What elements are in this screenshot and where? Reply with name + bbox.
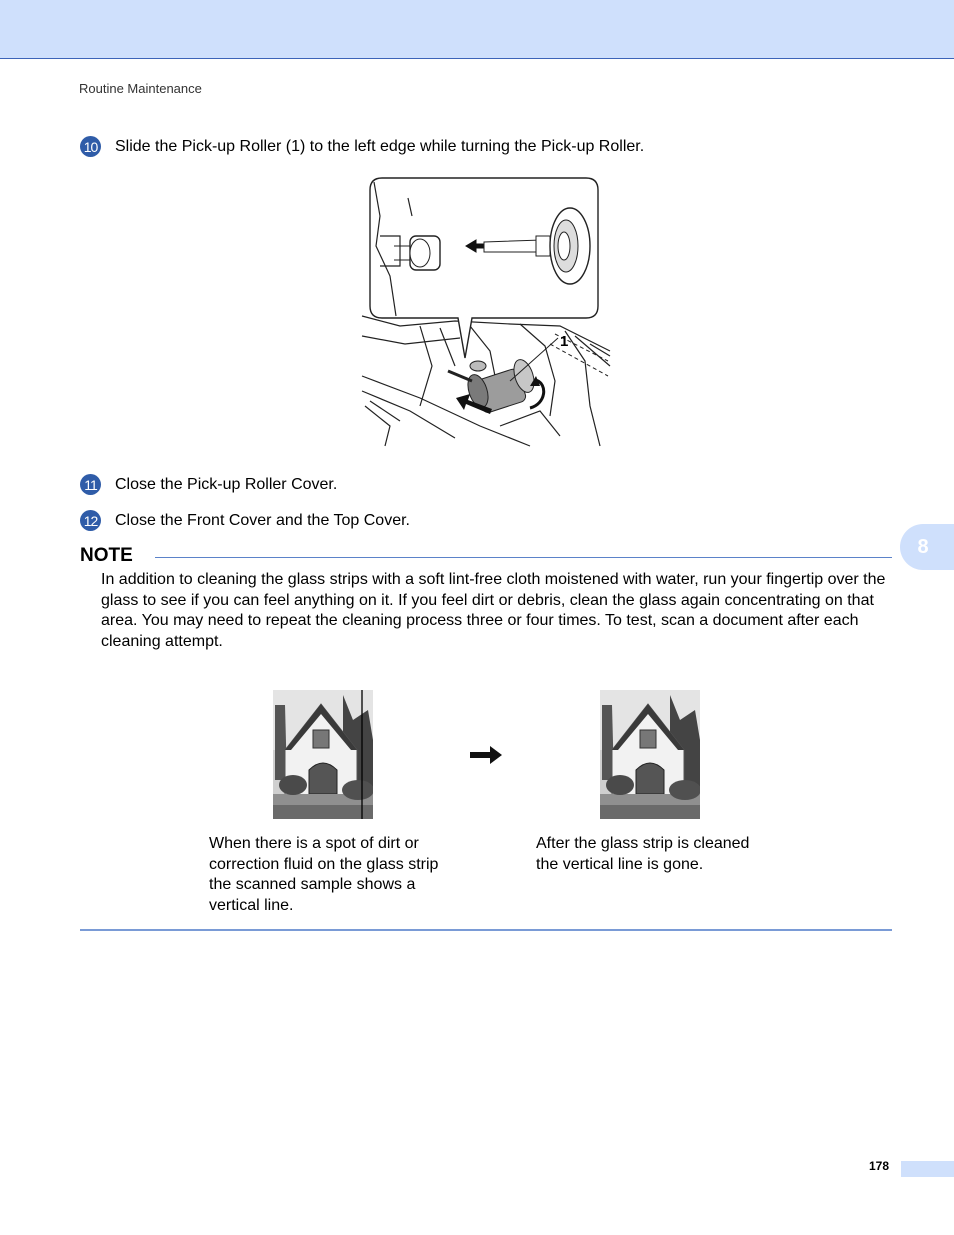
running-head: Routine Maintenance [79, 81, 202, 96]
scan-sample-with-line [273, 690, 373, 819]
step-11 [80, 474, 337, 495]
before-caption: When there is a spot of dirt or correction fluid on the glass strip the scanned sample shows a vertical line. [209, 835, 439, 914]
note-heading: NOTE [80, 545, 133, 566]
step-number-badge: 11 [80, 474, 101, 495]
after-caption: After the glass strip is cleaned the vertical line is gone. [536, 835, 750, 873]
scan-sample-clean [600, 690, 700, 819]
step-text: Close the Pick-up Roller Cover. [115, 475, 338, 493]
step-text: Close the Front Cover and the Top Cover. [115, 511, 410, 529]
step-number-badge: 10 [80, 136, 101, 157]
note-divider [155, 557, 892, 558]
step-number-badge: 12 [80, 510, 101, 531]
arrow-right-icon [470, 745, 502, 765]
step-text: Slide the Pick-up Roller (1) to the left edge while turning the Pick-up Roller. [115, 137, 645, 155]
page-number: 178 [869, 1159, 890, 1173]
page-tab [901, 1161, 954, 1177]
note-end-divider [80, 929, 892, 931]
pickup-roller-figure [360, 176, 612, 448]
step-10 [80, 136, 644, 157]
step-12 [80, 510, 410, 531]
note-body: In addition to cleaning the glass strips with a soft lint-free cloth moistened with water, run your fingertip over the glass to see if you can feel anything on it. If you feel dirt or debris, clean the glass again concentrating on that area. You may need to repeat the cleaning process three or four times. To test, scan a document after each cleaning attempt. [101, 571, 886, 650]
chapter-number: 8 [917, 535, 929, 558]
header-band [0, 0, 954, 59]
callout-label: 1 [560, 333, 569, 350]
chapter-tab [900, 524, 954, 570]
